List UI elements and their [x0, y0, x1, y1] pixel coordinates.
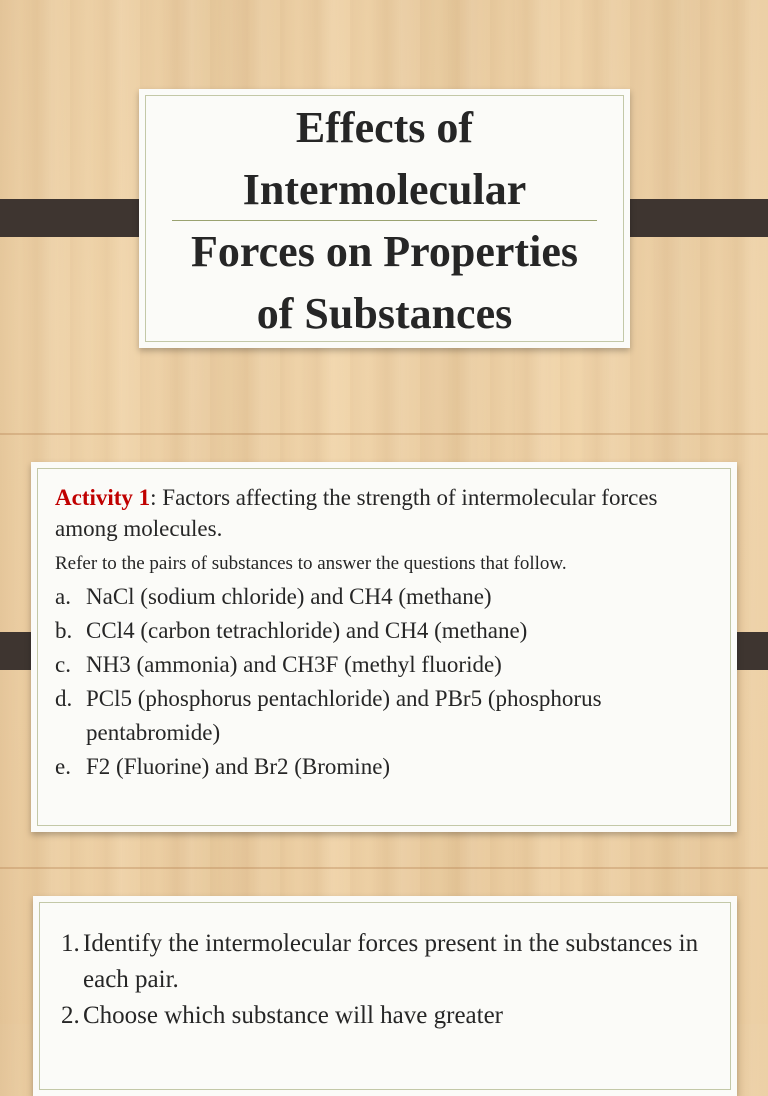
title-line: Forces on Properties — [191, 227, 578, 276]
decorative-bar-right — [613, 199, 768, 237]
title-line: Effects of — [295, 103, 474, 152]
title-line: of Substances — [256, 289, 513, 338]
list-item — [55, 682, 713, 750]
question-number: 2. — [61, 1002, 80, 1029]
list-item — [55, 614, 713, 648]
title-card — [139, 89, 630, 348]
substance-pairs-list — [55, 580, 713, 784]
list-item — [55, 750, 713, 784]
activity-heading — [55, 482, 713, 544]
activity-card — [31, 462, 737, 832]
title-line: Intermolecular — [242, 165, 527, 214]
question-text: Identify the intermolecular forces present in the substances in each pair. — [83, 930, 699, 993]
question-item — [61, 926, 707, 998]
activity-label: Activity 1 — [55, 485, 151, 510]
decorative-bar-left — [0, 199, 155, 237]
list-item — [55, 580, 713, 614]
questions-card — [33, 896, 737, 1096]
list-item-text: NH3 (ammonia) and CH3F (methyl fluoride) — [86, 652, 502, 677]
slide-divider — [0, 867, 768, 869]
list-marker: a. — [55, 584, 71, 609]
list-marker: c. — [55, 652, 71, 677]
slide-title — [139, 97, 630, 345]
list-item-text: F2 (Fluorine) and Br2 (Bromine) — [86, 754, 391, 779]
questions-list — [61, 926, 707, 1034]
activity-instruction: Refer to the pairs of substances to answer the questions that follow. — [55, 553, 567, 574]
question-text: Choose which substance will have greater — [83, 1002, 504, 1029]
activity-content — [55, 482, 713, 784]
activity-intro: : Factors affecting the strength of intermolecular forces among molecules. — [55, 485, 658, 541]
question-item — [61, 998, 707, 1034]
list-marker: d. — [55, 686, 73, 711]
list-item-text: PCl5 (phosphorus pentachloride) and PBr5 (phosphorus pentabromide) — [86, 686, 602, 745]
list-item-text: CCl4 (carbon tetrachloride) and CH4 (methane) — [86, 618, 528, 643]
list-marker: b. — [55, 618, 73, 643]
list-marker: e. — [55, 754, 71, 779]
list-item — [55, 648, 713, 682]
list-item-text: NaCl (sodium chloride) and CH4 (methane) — [86, 584, 492, 609]
slide-divider — [0, 433, 768, 435]
question-number: 1. — [61, 930, 80, 957]
